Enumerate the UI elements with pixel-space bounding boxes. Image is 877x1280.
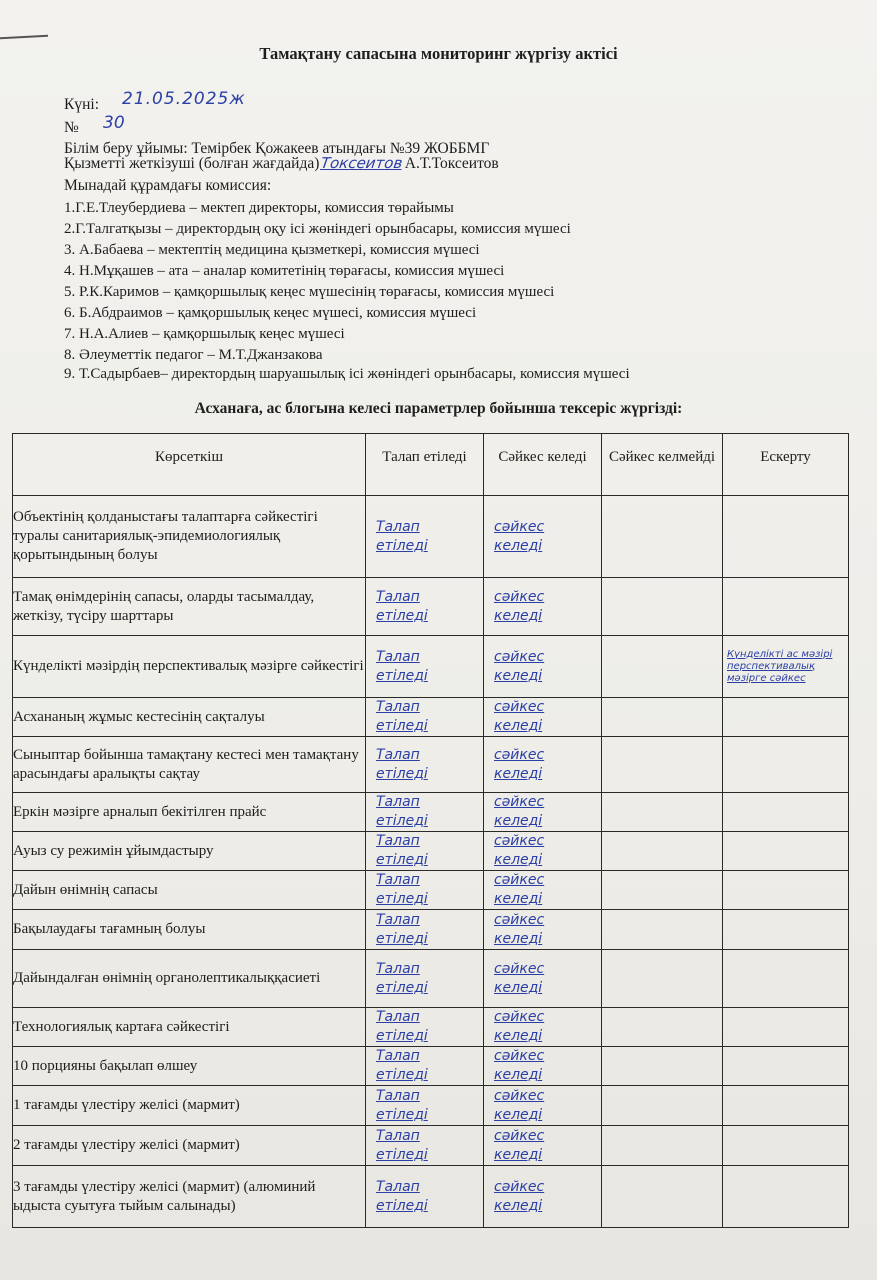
indicator-cell: Дайын өнімнің сапасы bbox=[13, 871, 366, 910]
table-row bbox=[13, 1166, 849, 1228]
pen-mark bbox=[0, 35, 48, 40]
note-cell bbox=[723, 698, 849, 737]
noncompliant-cell bbox=[602, 1126, 723, 1166]
indicator-cell: 10 порцияны бақылап өлшеу bbox=[13, 1047, 366, 1086]
table-header-row bbox=[13, 434, 849, 496]
note-cell bbox=[723, 1086, 849, 1126]
handwritten-required: етіледі bbox=[376, 765, 428, 782]
commission-intro: Мынадай құрамдағы комиссия: bbox=[64, 177, 272, 194]
table-row bbox=[13, 578, 849, 636]
indicator-cell: 3 тағамды үлестіру желісі (мармит) (алюминий ыдыста суытуға тыйым салынады) bbox=[13, 1166, 366, 1228]
compliant-cell bbox=[484, 1126, 602, 1166]
required-cell bbox=[366, 737, 484, 793]
handwritten-required: Талап bbox=[376, 1009, 420, 1025]
handwritten-compliant: сәйкес bbox=[494, 518, 545, 535]
handwritten-compliant: сәйкес bbox=[494, 960, 545, 977]
table-row bbox=[13, 1047, 849, 1086]
noncompliant-cell bbox=[602, 910, 723, 950]
note-cell bbox=[723, 1166, 849, 1228]
supplier-line bbox=[64, 154, 499, 173]
handwritten-required: етіледі bbox=[376, 607, 428, 624]
handwritten-required: Талап bbox=[376, 872, 420, 888]
handwritten-compliant: келеді bbox=[494, 765, 543, 782]
indicator-cell: 2 тағамды үлестіру желісі (мармит) bbox=[13, 1126, 366, 1166]
required-cell bbox=[366, 950, 484, 1008]
handwritten-required: етіледі bbox=[376, 930, 428, 947]
required-cell bbox=[366, 636, 484, 698]
indicator-cell: Күнделікті мәзірдің перспективалық мәзірге сәйкестігі bbox=[13, 636, 366, 698]
noncompliant-cell bbox=[602, 1086, 723, 1126]
note-cell bbox=[723, 832, 849, 871]
handwritten-compliant: сәйкес bbox=[494, 1048, 545, 1064]
indicator-cell: Сыныптар бойынша тамақтану кестесі мен тамақтану арасындағы аралықты сақтау bbox=[13, 737, 366, 793]
required-cell bbox=[366, 1126, 484, 1166]
required-cell bbox=[366, 1047, 484, 1086]
noncompliant-cell bbox=[602, 871, 723, 910]
organization-line: Білім беру ұйымы: Темірбек Қожакеев атындағы №39 ЖОББМГ bbox=[64, 140, 490, 157]
handwritten-compliant: келеді bbox=[494, 537, 543, 554]
compliant-cell bbox=[484, 698, 602, 737]
handwritten-required: Талап bbox=[376, 1178, 420, 1195]
handwritten-note: Күнделікті ас мәзірі перспективалық мәзірге сәйкес bbox=[727, 648, 833, 684]
handwritten-compliant: сәйкес bbox=[494, 1178, 545, 1195]
commission-member: 3. А.Бабаева – мектептің медицина қызметкері, комиссия мүшесі bbox=[64, 242, 480, 258]
commission-member: 2.Г.Талгатқызы – директордың оқу ісі жөніндегі орынбасары, комиссия мүшесі bbox=[64, 221, 571, 237]
handwritten-compliant: сәйкес bbox=[494, 1087, 545, 1104]
indicator-cell: Объектінің қолданыстағы талаптарға сәйкестігі туралы санитариялық-эпидемиологиялық қорытындының болуы bbox=[13, 496, 366, 578]
handwritten-compliant: сәйкес bbox=[494, 588, 545, 605]
noncompliant-cell bbox=[602, 1166, 723, 1228]
handwritten-compliant: келеді bbox=[494, 607, 543, 624]
required-cell bbox=[366, 871, 484, 910]
note-cell bbox=[723, 1008, 849, 1047]
table-row bbox=[13, 910, 849, 950]
noncompliant-cell bbox=[602, 737, 723, 793]
table-row bbox=[13, 950, 849, 1008]
number-handwritten: 30 bbox=[103, 113, 125, 133]
indicator-cell: Ауыз су режимін ұйымдастыру bbox=[13, 832, 366, 871]
compliant-cell bbox=[484, 1047, 602, 1086]
note-cell bbox=[723, 1047, 849, 1086]
noncompliant-cell bbox=[602, 636, 723, 698]
handwritten-compliant: келеді bbox=[494, 852, 543, 868]
compliant-cell bbox=[484, 910, 602, 950]
handwritten-compliant: келеді bbox=[494, 1197, 543, 1214]
handwritten-required: Талап bbox=[376, 648, 420, 665]
table-intro: Асханаға, ас блогына келесі параметрлер бойынша тексеріс жүргізді: bbox=[194, 400, 683, 417]
handwritten-required: етіледі bbox=[376, 979, 428, 996]
handwritten-required: Талап bbox=[376, 1127, 420, 1144]
handwritten-compliant: сәйкес bbox=[494, 699, 545, 715]
handwritten-compliant: сәйкес bbox=[494, 911, 545, 928]
required-cell bbox=[366, 1008, 484, 1047]
document-title: Тамақтану сапасына мониторинг жүргізу актісі bbox=[259, 44, 618, 63]
table-row bbox=[13, 793, 849, 832]
handwritten-compliant: сәйкес bbox=[494, 746, 545, 763]
handwritten-required: етіледі bbox=[376, 1067, 428, 1083]
noncompliant-cell bbox=[602, 793, 723, 832]
noncompliant-cell bbox=[602, 1008, 723, 1047]
handwritten-required: етіледі bbox=[376, 718, 428, 734]
handwritten-required: Талап bbox=[376, 833, 420, 849]
header-noncompliant: Сәйкес келмейді bbox=[602, 434, 723, 496]
handwritten-compliant: келеді bbox=[494, 667, 543, 684]
handwritten-compliant: сәйкес bbox=[494, 794, 545, 810]
handwritten-compliant: келеді bbox=[494, 718, 543, 734]
noncompliant-cell bbox=[602, 832, 723, 871]
compliant-cell bbox=[484, 636, 602, 698]
compliant-cell bbox=[484, 1166, 602, 1228]
compliant-cell bbox=[484, 1008, 602, 1047]
indicator-cell: Еркін мәзірге арналып бекітілген прайс bbox=[13, 793, 366, 832]
commission-member: 7. Н.А.Алиев – қамқоршылық кеңес мүшесі bbox=[64, 326, 345, 342]
table-row bbox=[13, 1008, 849, 1047]
handwritten-required: Талап bbox=[376, 911, 420, 928]
table-row bbox=[13, 871, 849, 910]
handwritten-compliant: сәйкес bbox=[494, 1127, 545, 1144]
note-cell bbox=[723, 871, 849, 910]
noncompliant-cell bbox=[602, 1047, 723, 1086]
compliant-cell bbox=[484, 832, 602, 871]
indicator-cell: Дайындалған өнімнің органолептикалыққасиеті bbox=[13, 950, 366, 1008]
handwritten-compliant: келеді bbox=[494, 979, 543, 996]
indicator-cell: Бақылаудағы тағамның болуы bbox=[13, 910, 366, 950]
indicator-cell: Технологиялық картаға сәйкестігі bbox=[13, 1008, 366, 1047]
table-row bbox=[13, 737, 849, 793]
header-compliant: Сәйкес келеді bbox=[484, 434, 602, 496]
table-row bbox=[13, 636, 849, 698]
handwritten-required: етіледі bbox=[376, 667, 428, 684]
handwritten-compliant: келеді bbox=[494, 1146, 543, 1163]
handwritten-required: етіледі bbox=[376, 891, 428, 907]
required-cell bbox=[366, 832, 484, 871]
handwritten-compliant: келеді bbox=[494, 891, 543, 907]
note-cell bbox=[723, 1126, 849, 1166]
required-cell bbox=[366, 910, 484, 950]
compliant-cell bbox=[484, 1086, 602, 1126]
required-cell bbox=[366, 698, 484, 737]
number-label: № bbox=[64, 119, 79, 136]
handwritten-compliant: сәйкес bbox=[494, 1009, 545, 1025]
handwritten-compliant: келеді bbox=[494, 1067, 543, 1083]
required-cell bbox=[366, 578, 484, 636]
inspection-table bbox=[12, 433, 849, 1228]
handwritten-required: Талап bbox=[376, 960, 420, 977]
note-cell bbox=[723, 910, 849, 950]
handwritten-required: етіледі bbox=[376, 537, 428, 554]
table-row bbox=[13, 1086, 849, 1126]
date-label: Күні: bbox=[64, 96, 99, 113]
commission-member: 9. Т.Садырбаев– директордың шаруашылық ісі жөніндегі орынбасары, комиссия мүшесі bbox=[64, 366, 630, 382]
noncompliant-cell bbox=[602, 950, 723, 1008]
required-cell bbox=[366, 793, 484, 832]
commission-member: 8. Әлеуметтік педагог – М.Т.Джанзакова bbox=[64, 347, 323, 363]
supplier-name: А.Т.Токсеитов bbox=[404, 155, 499, 172]
handwritten-compliant: сәйкес bbox=[494, 648, 545, 665]
required-cell bbox=[366, 1166, 484, 1228]
handwritten-required: Талап bbox=[376, 518, 420, 535]
handwritten-required: етіледі bbox=[376, 813, 428, 829]
handwritten-compliant: сәйкес bbox=[494, 872, 545, 888]
note-cell bbox=[723, 737, 849, 793]
required-cell bbox=[366, 1086, 484, 1126]
handwritten-required: етіледі bbox=[376, 1197, 428, 1214]
required-cell bbox=[366, 496, 484, 578]
note-cell bbox=[723, 636, 849, 698]
table-row bbox=[13, 496, 849, 578]
supplier-signature: Токсеитов bbox=[320, 154, 405, 172]
table-row bbox=[13, 1126, 849, 1166]
commission-member: 4. Н.Мұқашев – ата – аналар комитетінің төрағасы, комиссия мүшесі bbox=[64, 263, 505, 279]
handwritten-required: Талап bbox=[376, 794, 420, 810]
indicator-cell: Тамақ өнімдерінің сапасы, оларды тасымалдау, жеткізу, түсіру шарттары bbox=[13, 578, 366, 636]
note-cell bbox=[723, 578, 849, 636]
commission-member: 6. Б.Абдраимов – қамқоршылық кеңес мүшесі, комиссия мүшесі bbox=[64, 305, 477, 321]
handwritten-required: Талап bbox=[376, 1087, 420, 1104]
handwritten-compliant: келеді bbox=[494, 1106, 543, 1123]
noncompliant-cell bbox=[602, 496, 723, 578]
table-row bbox=[13, 698, 849, 737]
date-handwritten: 21.05.2025ж bbox=[122, 89, 246, 109]
commission-member: 1.Г.Е.Тлеубердиева – мектеп директоры, комиссия төрайымы bbox=[64, 200, 454, 216]
header-note: Ескерту bbox=[723, 434, 849, 496]
compliant-cell bbox=[484, 871, 602, 910]
indicator-cell: Асхананың жұмыс кестесінің сақталуы bbox=[13, 698, 366, 737]
handwritten-compliant: сәйкес bbox=[494, 833, 545, 849]
compliant-cell bbox=[484, 737, 602, 793]
note-cell bbox=[723, 496, 849, 578]
compliant-cell bbox=[484, 950, 602, 1008]
handwritten-compliant: келеді bbox=[494, 1028, 543, 1044]
handwritten-required: Талап bbox=[376, 588, 420, 605]
handwritten-required: Талап bbox=[376, 699, 420, 715]
header-required: Талап етіледі bbox=[366, 434, 484, 496]
handwritten-required: етіледі bbox=[376, 852, 428, 868]
handwritten-required: Талап bbox=[376, 1048, 420, 1064]
compliant-cell bbox=[484, 496, 602, 578]
noncompliant-cell bbox=[602, 698, 723, 737]
compliant-cell bbox=[484, 578, 602, 636]
supplier-label: Қызметті жеткізуші (болған жағдайда) bbox=[64, 155, 320, 172]
handwritten-required: етіледі bbox=[376, 1028, 428, 1044]
table-row bbox=[13, 832, 849, 871]
compliant-cell bbox=[484, 793, 602, 832]
noncompliant-cell bbox=[602, 578, 723, 636]
handwritten-compliant: келеді bbox=[494, 813, 543, 829]
handwritten-required: етіледі bbox=[376, 1146, 428, 1163]
header-indicator: Көрсеткіш bbox=[13, 434, 366, 496]
handwritten-required: етіледі bbox=[376, 1106, 428, 1123]
note-cell bbox=[723, 950, 849, 1008]
note-cell bbox=[723, 793, 849, 832]
indicator-cell: 1 тағамды үлестіру желісі (мармит) bbox=[13, 1086, 366, 1126]
commission-member: 5. Р.К.Каримов – қамқоршылық кеңес мүшесінің төрағасы, комиссия мүшесі bbox=[64, 284, 555, 300]
handwritten-compliant: келеді bbox=[494, 930, 543, 947]
handwritten-required: Талап bbox=[376, 746, 420, 763]
